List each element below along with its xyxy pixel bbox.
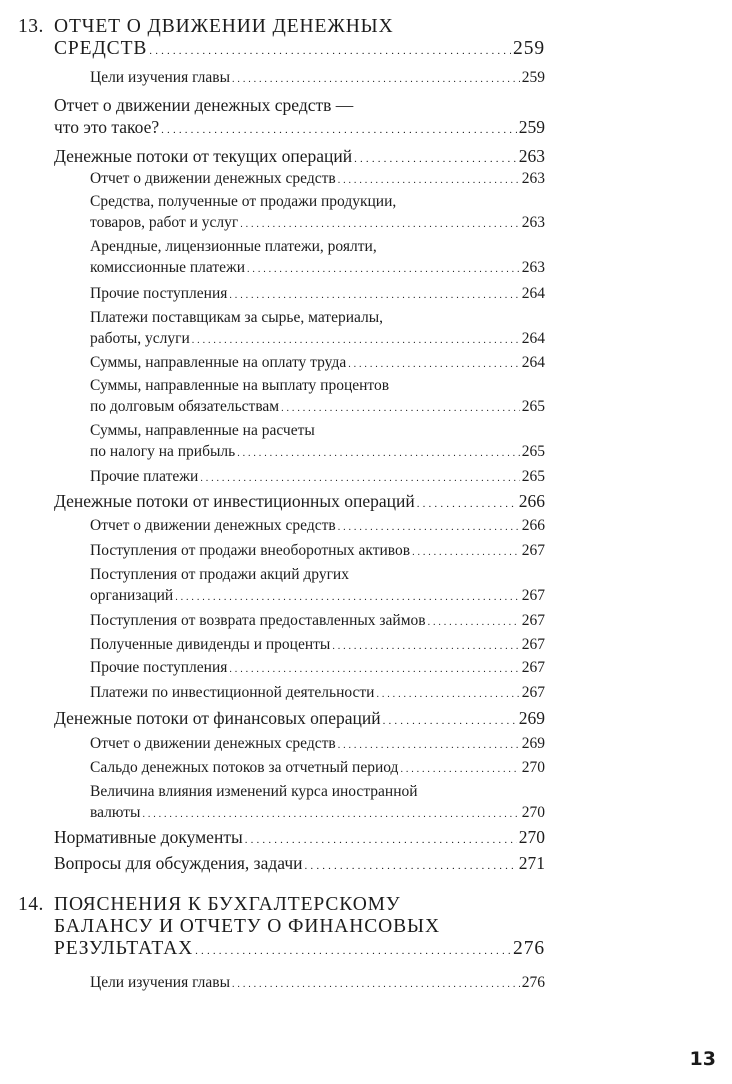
page-ref: 259 — [513, 38, 545, 59]
toc-entry[interactable] — [54, 94, 545, 141]
toc-entry[interactable] — [90, 972, 545, 995]
page-ref: 266 — [518, 491, 545, 511]
page-ref: 270 — [521, 759, 545, 776]
toc-entry[interactable] — [90, 564, 545, 608]
chapter-title-line: ОТЧЕТ О ДВИЖЕНИИ ДЕНЕЖНЫХ — [54, 16, 394, 37]
dot-leader — [149, 40, 511, 62]
entry-title: Прочие поступления — [90, 659, 228, 676]
page-ref: 270 — [521, 804, 545, 821]
dot-leader — [428, 612, 520, 633]
dot-leader — [237, 443, 520, 464]
entry-title: Сальдо денежных потоков за отчетный период — [90, 759, 399, 776]
page-ref: 267 — [521, 587, 545, 604]
entry-title: Отчет о движении денежных средств — [90, 517, 336, 534]
entry-title: Денежные потоки от финансовых операций — [54, 708, 381, 728]
entry-title: Полученные дивиденды и проценты — [90, 636, 331, 653]
page-ref: 259 — [518, 117, 545, 137]
toc-entry[interactable] — [90, 757, 545, 780]
entry-title: Цели изучения главы — [90, 974, 231, 991]
entry-title: организаций — [90, 587, 174, 604]
entry-title: Отчет о движении денежных средств — — [54, 95, 354, 115]
dot-leader — [332, 636, 519, 657]
page-ref: 264 — [521, 285, 545, 302]
toc-entry[interactable] — [90, 168, 545, 191]
toc-entry[interactable] — [90, 466, 545, 489]
entry-title: Арендные, лицензионные платежи, роялти, — [90, 238, 377, 255]
entry-title: Средства, полученные от продажи продукции, — [90, 193, 397, 210]
page-ref: 264 — [521, 354, 545, 371]
toc-entry[interactable] — [90, 682, 545, 705]
toc-entry[interactable] — [54, 826, 545, 851]
chapter-heading[interactable] — [54, 16, 545, 62]
dot-leader — [305, 855, 517, 877]
dot-leader — [281, 398, 520, 419]
dot-leader — [161, 119, 517, 141]
page-ref: 259 — [521, 69, 545, 86]
dot-leader — [412, 542, 520, 563]
toc-entry[interactable] — [90, 67, 545, 90]
dot-leader — [195, 940, 511, 962]
entry-title: Поступления от продажи внеоборотных активов — [90, 542, 411, 559]
page-ref: 263 — [518, 146, 545, 166]
toc-entry[interactable] — [54, 490, 545, 515]
page-ref: 267 — [521, 542, 545, 559]
page-ref: 269 — [518, 708, 545, 728]
toc-entry[interactable] — [54, 707, 545, 732]
entry-title: Вопросы для обсуждения, задачи — [54, 853, 303, 873]
dot-leader — [400, 759, 519, 780]
toc-entry[interactable] — [90, 634, 545, 657]
dot-leader — [383, 710, 517, 732]
dot-leader — [175, 587, 520, 608]
entry-title: комиссионные платежи — [90, 259, 246, 276]
dot-leader — [229, 285, 519, 306]
entry-title: Денежные потоки от инвестиционных операций — [54, 491, 415, 511]
toc-entry[interactable] — [90, 540, 545, 563]
entry-title: работы, услуги — [90, 330, 190, 347]
page-ref: 266 — [521, 517, 545, 534]
dot-leader — [338, 735, 520, 756]
dot-leader — [232, 974, 520, 995]
dot-leader — [354, 148, 517, 170]
entry-title: валюты — [90, 804, 141, 821]
dot-leader — [245, 829, 517, 851]
dot-leader — [338, 517, 520, 538]
toc-entry[interactable] — [90, 352, 545, 375]
page-ref: 265 — [521, 468, 545, 485]
dot-leader — [229, 659, 519, 680]
entry-title: что это такое? — [54, 117, 160, 137]
toc-entry[interactable] — [90, 420, 545, 464]
entry-title: Суммы, направленные на расчеты — [90, 422, 315, 439]
toc-entry[interactable] — [90, 515, 545, 538]
toc-entry[interactable] — [90, 657, 545, 680]
toc-entry[interactable] — [90, 781, 545, 825]
page-ref: 269 — [521, 735, 545, 752]
toc-entry[interactable] — [90, 283, 545, 306]
entry-title: по налогу на прибыль — [90, 443, 236, 460]
dot-leader — [376, 684, 519, 705]
entry-title: Отчет о движении денежных средств — [90, 735, 336, 752]
toc-entry[interactable] — [90, 733, 545, 756]
dot-leader — [192, 330, 520, 351]
page-ref: 267 — [521, 636, 545, 653]
entry-title: Величина влияния изменений курса иностранной — [90, 783, 418, 800]
chapter-title-line: РЕЗУЛЬТАТАХ — [54, 938, 194, 959]
dot-leader — [338, 170, 520, 191]
entry-title: товаров, работ и услуг — [90, 214, 239, 231]
entry-title: Денежные потоки от текущих операций — [54, 146, 353, 166]
page-ref: 265 — [521, 443, 545, 460]
page-ref: 276 — [521, 974, 545, 991]
page-ref: 265 — [521, 398, 545, 415]
chapter-title-line: БАЛАНСУ И ОТЧЕТУ О ФИНАНСОВЫХ — [54, 916, 440, 937]
dot-leader — [417, 493, 517, 515]
toc-entry[interactable] — [90, 307, 545, 351]
page-ref: 267 — [521, 612, 545, 629]
page-ref: 263 — [521, 214, 545, 231]
toc-entry[interactable] — [90, 236, 545, 280]
chapter-number: 14. — [18, 894, 44, 915]
entry-title: Суммы, направленные на выплату процентов — [90, 377, 390, 394]
dot-leader — [348, 354, 520, 375]
page-ref: 263 — [521, 170, 545, 187]
entry-title: Поступления от возврата предоставленных займов — [90, 612, 426, 629]
toc-entry[interactable] — [90, 191, 545, 235]
entry-title: по долговым обязательствам — [90, 398, 280, 415]
page-ref: 267 — [521, 659, 545, 676]
page-number: 13 — [689, 1048, 716, 1070]
chapter-title-line: ПОЯСНЕНИЯ К БУХГАЛТЕРСКОМУ — [54, 894, 401, 915]
toc-entry[interactable] — [54, 145, 545, 170]
dot-leader — [200, 468, 519, 489]
toc-entry[interactable] — [54, 852, 545, 877]
page-ref: 267 — [521, 684, 545, 701]
entry-title: Цели изучения главы — [90, 69, 231, 86]
entry-title: Прочие платежи — [90, 468, 199, 485]
entry-title: Платежи поставщикам за сырье, материалы, — [90, 309, 384, 326]
page-ref: 276 — [513, 938, 545, 959]
dot-leader — [232, 69, 520, 90]
entry-title: Платежи по инвестиционной деятельности — [90, 684, 375, 701]
entry-title: Отчет о движении денежных средств — [90, 170, 336, 187]
toc-entry[interactable] — [90, 375, 545, 419]
chapter-number: 13. — [18, 16, 44, 37]
entry-title: Поступления от продажи акций других — [90, 566, 349, 583]
page-ref: 270 — [518, 827, 545, 847]
page-ref: 271 — [518, 853, 545, 873]
toc-entry[interactable] — [90, 610, 545, 633]
page-ref: 264 — [521, 330, 545, 347]
entry-title: Нормативные документы — [54, 827, 243, 847]
page-ref: 263 — [521, 259, 545, 276]
chapter-title-line: СРЕДСТВ — [54, 38, 148, 59]
entry-title: Суммы, направленные на оплату труда — [90, 354, 347, 371]
dot-leader — [142, 804, 519, 825]
dot-leader — [240, 214, 520, 235]
entry-title: Прочие поступления — [90, 285, 228, 302]
dot-leader — [247, 259, 520, 280]
chapter-heading[interactable] — [54, 894, 545, 962]
